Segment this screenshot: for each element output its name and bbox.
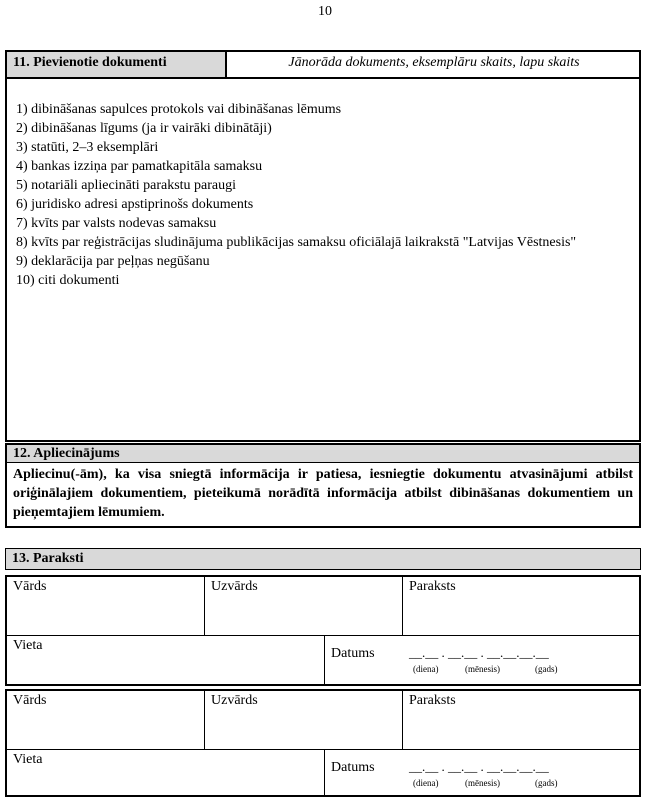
section13-title: 13. Paraksti [5, 548, 641, 570]
page-number: 10 [318, 4, 332, 19]
certification-section [5, 443, 641, 528]
last-name-label: Uzvārds [211, 579, 258, 594]
list-item: 2) dibināšanas līgums (ja ir vairāki dibinātāji) [16, 121, 272, 136]
documents-list [16, 100, 633, 290]
year-caption: (gads) [535, 778, 558, 788]
section11-header [7, 52, 639, 79]
place-date-row [7, 636, 639, 686]
signature-block-2 [5, 689, 641, 797]
first-name-field[interactable] [7, 577, 205, 635]
signature-block-1 [5, 575, 641, 686]
place-date-row [7, 750, 639, 797]
place-label: Vieta [13, 638, 43, 653]
list-item: 8) kvīts par reģistrācijas sludinājuma publikācijas samaksu oficiālajā laikrakstā "Latvijas Vēstnesis" [16, 235, 577, 250]
date-field[interactable] [325, 636, 639, 686]
list-item: 10) citi dokumenti [16, 273, 120, 288]
first-name-label: Vārds [13, 579, 47, 594]
list-item: 9) deklarācija par peļņas negūšanu [16, 254, 210, 269]
month-caption: (mēnesis) [465, 664, 500, 674]
month-caption: (mēnesis) [465, 778, 500, 788]
signature-label: Paraksts [409, 693, 456, 708]
list-item: 3) statūti, 2–3 eksemplāri [16, 140, 159, 155]
place-field[interactable] [7, 750, 325, 797]
section11-title: 11. Pievienotie dokumenti [7, 52, 227, 77]
signature-label: Paraksts [409, 579, 456, 594]
last-name-field[interactable] [205, 577, 403, 635]
list-item: 1) dibināšanas sapulces protokols vai dibināšanas lēmums [16, 102, 342, 117]
list-item: 5) notariāli apliecināti parakstu paraugi [16, 178, 237, 193]
section12-title: 12. Apliecinājums [7, 445, 639, 463]
name-row [7, 691, 639, 750]
year-caption: (gads) [535, 664, 558, 674]
certification-text: Apliecinu(-ām), ka visa sniegtā informācija ir patiesa, iesniegtie dokumentu atvasinājumi atbilst oriģinālajiem dokumentiem, pieteikumā norādītā informācija atbilst dibināšanas dokumentiem un pieņemtajiem lēmumiem. [13, 467, 633, 520]
name-row [7, 577, 639, 636]
day-caption: (diena) [413, 664, 439, 674]
place-field[interactable] [7, 636, 325, 686]
section11-subtitle: Jānorāda dokuments, eksemplāru skaits, lapu skaits [288, 55, 580, 70]
date-input-line[interactable]: __.__ . __.__ . __.__.__.__ [409, 645, 549, 660]
place-label: Vieta [13, 752, 43, 767]
list-item: 4) bankas izziņa par pamatkapitāla samaksu [16, 159, 263, 174]
day-caption: (diena) [413, 778, 439, 788]
last-name-label: Uzvārds [211, 693, 258, 708]
last-name-field[interactable] [205, 691, 403, 749]
list-item: 6) juridisko adresi apstiprinošs dokuments [16, 197, 254, 212]
date-label: Datums [331, 760, 375, 775]
date-label: Datums [331, 646, 375, 661]
signature-field[interactable] [403, 691, 639, 749]
date-field[interactable] [325, 750, 639, 797]
first-name-field[interactable] [7, 691, 205, 749]
date-input-line[interactable]: __.__ . __.__ . __.__.__.__ [409, 759, 549, 774]
signature-field[interactable] [403, 577, 639, 635]
attached-documents-section [5, 50, 641, 442]
first-name-label: Vārds [13, 693, 47, 708]
list-item: 7) kvīts par valsts nodevas samaksu [16, 216, 217, 231]
